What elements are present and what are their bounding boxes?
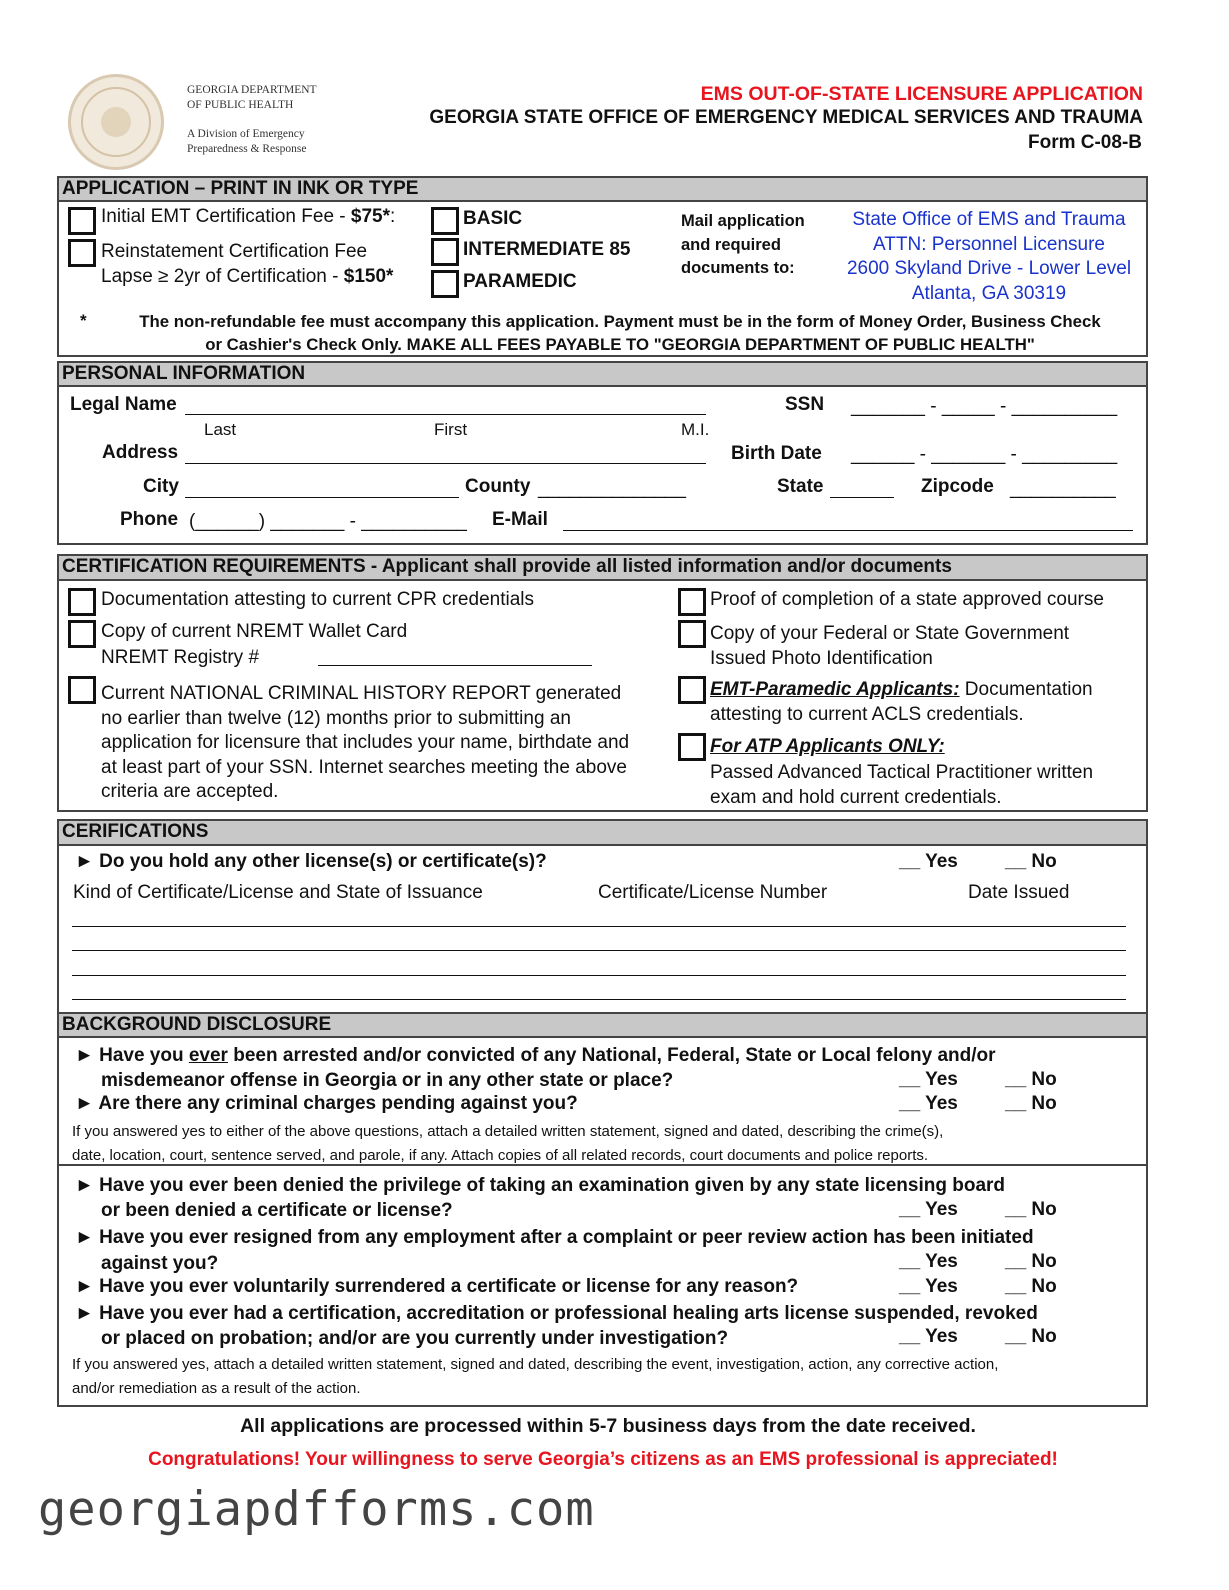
photo-id-label: Copy of your Federal or State Government Issued Photo Identification — [710, 623, 1070, 669]
other-license-yes[interactable]: __ Yes — [899, 851, 958, 872]
surrendered-yes[interactable]: __ Yes — [899, 1276, 958, 1297]
arrest-yes[interactable]: __ Yes — [899, 1069, 958, 1090]
suspended-question: ► Have you ever had a certification, accreditation or professional healing arts license suspended, revoked or placed on probation; and/or are you currently under investigation? — [75, 1303, 1038, 1349]
nremt-card-label: Copy of current NREMT Wallet Card — [101, 621, 408, 642]
exam-denied-yes[interactable]: __ Yes — [899, 1199, 958, 1220]
ssn-field[interactable]: _______ - _____ - __________ — [851, 396, 1118, 417]
pending-charges-question: ► Are there any criminal charges pending against you? — [75, 1093, 578, 1114]
disciplinary-note: If you answered yes, attach a detailed written statement, signed and dated, describing the event, investigation, action, any corrective action, and/or remediation as a result of the action. — [72, 1356, 999, 1397]
paramedic-level-checkbox[interactable] — [431, 270, 459, 298]
state-label: State — [777, 476, 824, 497]
license-entry-line[interactable] — [72, 975, 1126, 976]
phone-label: Phone — [120, 509, 179, 530]
paramedic-level-label: PARAMEDIC — [463, 271, 577, 292]
paramedic-acls-label: EMT-Paramedic Applicants: Documentation attesting to current ACLS credentials. — [710, 679, 1093, 725]
exam-denied-question: ► Have you ever been denied the privilege of taking an examination given by any state licensing board or been denied a certificate or license? — [75, 1175, 1006, 1221]
basic-level-checkbox[interactable] — [431, 207, 459, 235]
processing-notice: All applications are processed within 5-7 business days from the date received. — [240, 1415, 976, 1437]
section-divider — [59, 1164, 1146, 1166]
legal-name-label: Legal Name — [70, 394, 177, 415]
state-field[interactable] — [830, 497, 894, 498]
mail-instructions: Mail application and required documents to: — [681, 212, 805, 277]
address-field[interactable] — [185, 463, 706, 464]
address-label: Address — [102, 442, 179, 463]
birth-date-label: Birth Date — [731, 443, 822, 464]
middle-initial-caption: M.I. — [681, 420, 710, 439]
license-entry-line[interactable] — [72, 999, 1126, 1000]
zipcode-field[interactable]: __________ — [1010, 478, 1116, 499]
requirements-header: CERTIFICATION REQUIREMENTS - Applicant shall provide all listed information and/or documents — [59, 556, 1146, 581]
county-field[interactable]: ______________ — [538, 478, 686, 499]
county-label: County — [465, 476, 531, 497]
ssn-label: SSN — [785, 394, 825, 415]
division-line1: A Division of Emergency — [187, 128, 305, 140]
photo-id-checkbox[interactable] — [678, 620, 706, 648]
intermediate-level-label: INTERMEDIATE 85 — [463, 239, 631, 260]
cpr-checkbox[interactable] — [68, 588, 96, 616]
dept-name-line1: GEORGIA DEPARTMENT — [187, 84, 317, 96]
personal-info-header: PERSONAL INFORMATION — [59, 363, 1146, 387]
site-watermark: georgiapdfforms.com — [38, 1482, 595, 1537]
other-license-question: ► Do you hold any other license(s) or certificate(s)? — [75, 851, 547, 872]
col-number-label: Certificate/License Number — [598, 882, 828, 903]
first-name-caption: First — [434, 420, 468, 439]
pending-charges-yes[interactable]: __ Yes — [899, 1093, 958, 1114]
criminal-history-label: Current NATIONAL CRIMINAL HISTORY REPORT generated no earlier than twelve (12) months prior to submitting an application for licensure that includes your name, birthdate and at least part of your SSN. Internet searches meeting the above criteria are accepted. — [101, 683, 630, 803]
intermediate-level-checkbox[interactable] — [431, 238, 459, 266]
background-header: BACKGROUND DISCLOSURE — [59, 1012, 1146, 1038]
reinstatement-fee-checkbox[interactable] — [68, 239, 96, 267]
nremt-registry-field[interactable] — [318, 665, 592, 666]
mailing-address: State Office of EMS and Trauma ATTN: Personnel Licensure 2600 Skyland Drive - Lower Level Atlanta, GA 30319 — [846, 209, 1132, 304]
suspended-yes[interactable]: __ Yes — [899, 1326, 958, 1347]
email-label: E-Mail — [492, 509, 548, 530]
col-date-label: Date Issued — [968, 882, 1070, 903]
legal-name-field[interactable] — [185, 414, 706, 415]
surrendered-question: ► Have you ever voluntarily surrendered a certificate or license for any reason? — [75, 1276, 799, 1297]
resigned-question: ► Have you ever resigned from any employment after a complaint or peer review action has been initiated against you? — [75, 1227, 1034, 1274]
exam-denied-no[interactable]: __ No — [1005, 1199, 1057, 1220]
last-name-caption: Last — [204, 420, 237, 439]
fee-note: The non-refundable fee must accompany this application. Payment must be in the form of Money Order, Business Check or Cashier's Check Only. MAKE ALL FEES PAYABLE TO "GEORGIA DEPARTMENT OF PUBLIC HEALTH" — [139, 312, 1101, 354]
division-line2: Preparedness & Response — [187, 143, 307, 155]
fee-note-star: * — [80, 311, 87, 330]
dph-seal — [68, 74, 164, 170]
initial-fee-checkbox[interactable] — [68, 207, 96, 235]
other-license-no[interactable]: __ No — [1005, 851, 1057, 872]
form-number: Form C-08-B — [1027, 132, 1142, 153]
paramedic-acls-checkbox[interactable] — [678, 676, 706, 704]
criminal-note: If you answered yes to either of the above questions, attach a detailed written statement, signed and dated, describing the crime(s), date, location, court, sentence served, and parole, if any. Attach copies of all related records, court documents and police reports. — [72, 1123, 944, 1164]
nremt-card-checkbox[interactable] — [68, 620, 96, 648]
suspended-no[interactable]: __ No — [1005, 1326, 1057, 1347]
criminal-history-checkbox[interactable] — [68, 676, 96, 704]
resigned-no[interactable]: __ No — [1005, 1251, 1057, 1272]
birth-date-field[interactable]: ______ - _______ - _________ — [851, 444, 1118, 465]
col-kind-label: Kind of Certificate/License and State of Issuance — [73, 882, 483, 903]
form-title: EMS OUT-OF-STATE LICENSURE APPLICATION — [700, 83, 1143, 105]
arrest-no[interactable]: __ No — [1005, 1069, 1057, 1090]
atp-checkbox[interactable] — [678, 733, 706, 761]
application-header: APPLICATION – PRINT IN INK OR TYPE — [59, 178, 1146, 202]
license-entry-line[interactable] — [72, 926, 1126, 927]
email-field[interactable] — [563, 530, 1133, 531]
pending-charges-no[interactable]: __ No — [1005, 1093, 1057, 1114]
nremt-registry-label: NREMT Registry # — [101, 647, 260, 668]
city-field[interactable] — [185, 497, 459, 498]
license-entry-line[interactable] — [72, 950, 1126, 951]
proof-course-label: Proof of completion of a state approved course — [710, 589, 1104, 610]
phone-field[interactable]: (______) _______ - __________ — [189, 511, 467, 532]
city-label: City — [143, 476, 179, 497]
cpr-label: Documentation attesting to current CPR credentials — [101, 589, 534, 610]
initial-fee-label: Initial EMT Certification Fee - $75*: — [101, 206, 396, 227]
reinstatement-fee-label: Reinstatement Certification Fee Lapse ≥ 2yr of Certification - $150* — [101, 241, 394, 287]
atp-label: For ATP Applicants ONLY: Passed Advanced Tactical Practitioner written exam and hold current credentials. — [710, 736, 1094, 808]
zipcode-label: Zipcode — [921, 476, 994, 497]
office-title: GEORGIA STATE OFFICE OF EMERGENCY MEDICAL SERVICES AND TRAUMA — [429, 107, 1143, 128]
certifications-header: CERIFICATIONS — [59, 821, 1146, 846]
congratulations-message: Congratulations! Your willingness to serve Georgia’s citizens as an EMS professional is appreciated! — [148, 1449, 1058, 1470]
proof-course-checkbox[interactable] — [678, 588, 706, 616]
resigned-yes[interactable]: __ Yes — [899, 1251, 958, 1272]
surrendered-no[interactable]: __ No — [1005, 1276, 1057, 1297]
arrest-question: ► Have you ever been arrested and/or convicted of any National, Federal, State or Local felony and/or misdemeanor offense in Georgia or in any other state or place? — [75, 1045, 996, 1091]
dept-name-line2: OF PUBLIC HEALTH — [187, 99, 294, 111]
basic-level-label: BASIC — [463, 208, 523, 229]
